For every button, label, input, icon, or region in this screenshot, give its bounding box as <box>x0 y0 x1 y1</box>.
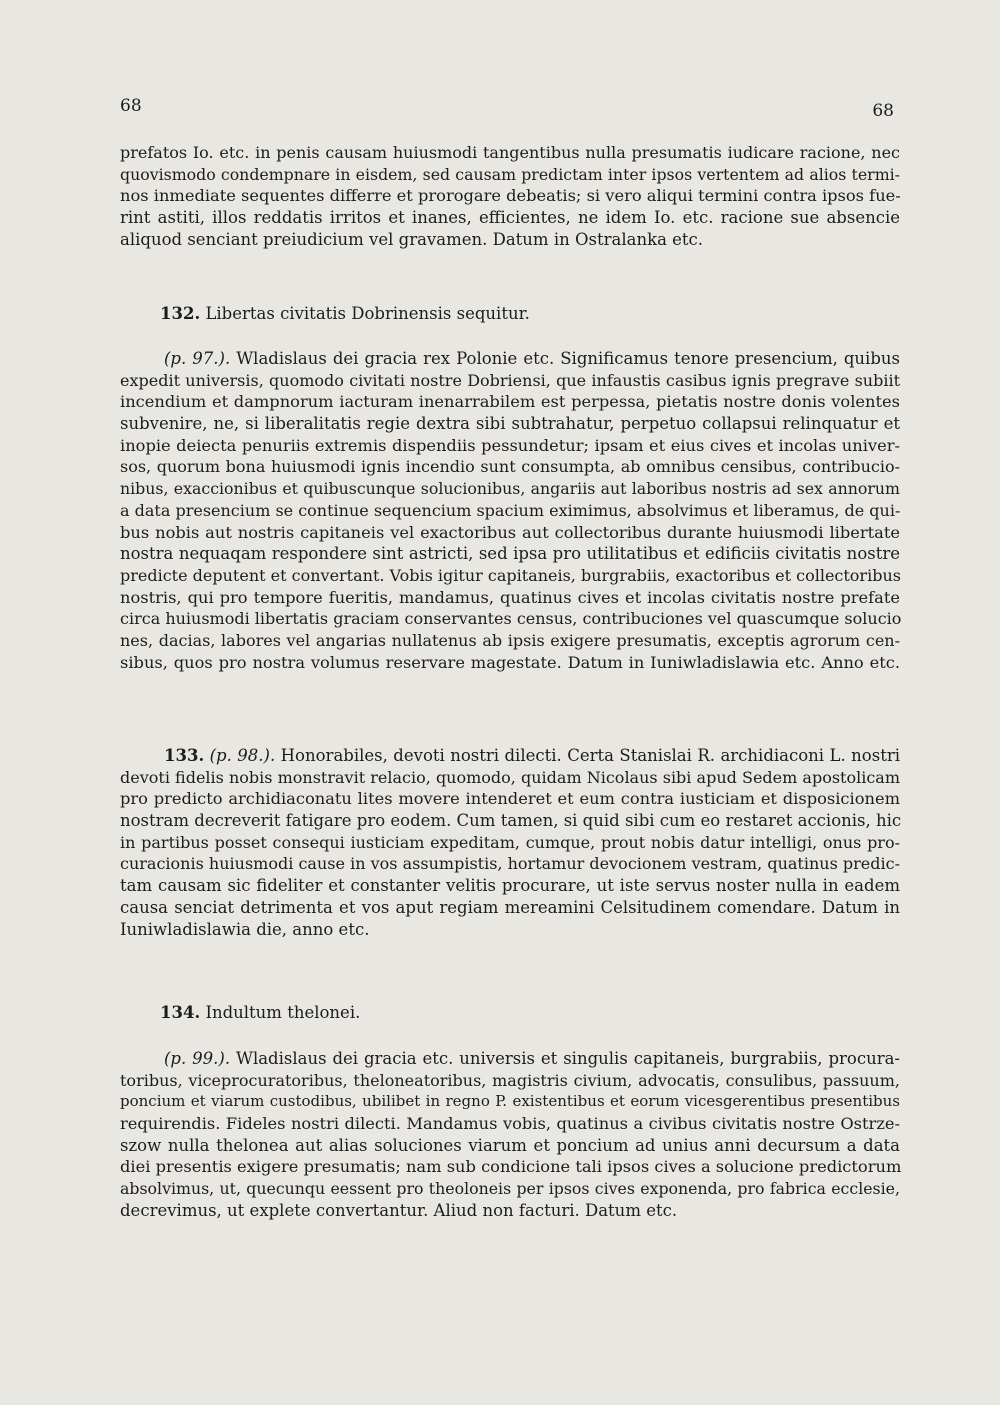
text-line: incendium et dampnorum iacturam inenarrabilem est perpessa, pietatis nostre donis volentes <box>120 392 900 412</box>
text-line: requirendis. Fideles nostri dilecti. Mandamus vobis, quatinus a civibus civitatis nostre Ostrze- <box>120 1114 900 1134</box>
text-line: nes, dacias, labores vel angarias nullatenus ab ipsis exigere presumatis, exceptis agrorum cen- <box>120 630 900 650</box>
text-line: nos inmediate sequentes differre et prorogare debeatis; si vero aliqui termini contra ipsos fue- <box>120 186 901 206</box>
text-line: quovismodo condempnare in eisdem, sed causam predictam inter ipsos vertentem ad alios termi- <box>120 164 900 184</box>
document-132-body <box>120 348 900 673</box>
text-line: expedit universis, quomodo civitati nostre Dobriensi, que infaustis casibus ignis pregrave subiit <box>120 370 900 390</box>
text-line: nibus, exaccionibus et quibuscunque solucionibus, angariis aut laboribus nostris ad sex annorum <box>120 479 900 499</box>
text-line: (p. 97.). Wladislaus dei gracia rex Polonie etc. Significamus tenore presencium, quibus <box>164 349 900 368</box>
section-heading-132 <box>160 304 530 323</box>
page-reference: (p. 99.). <box>164 1049 231 1068</box>
section-number: 132. <box>160 304 201 323</box>
page-number-right: 68 <box>872 101 894 121</box>
text-line: sibus, quos pro nostra volumus reservare magestate. Datum in Iuniwladislawia etc. Anno etc. <box>120 652 900 672</box>
text-line: tam causam sic fideliter et constanter velitis procurare, ut iste servus noster nulla in eadem <box>120 876 900 896</box>
text-line: nostra nequaqam respondere sint astricti, sed ipsa pro utilitatibus et edificiis civitatis nostre <box>120 544 900 564</box>
text-line: aliquod senciant preiudicium vel gravamen. Datum in Ostralanka etc. <box>120 229 704 249</box>
section-title: Indultum thelonei. <box>205 1003 361 1022</box>
section-number: 133. <box>164 746 205 765</box>
text-line: bus nobis aut nostris capitaneis vel exactoribus aut collectoribus durante huiusmodi libertate <box>120 522 900 542</box>
text-line: predicte deputent et convertant. Vobis igitur capitaneis, burgrabiis, exactoribus et collectoribus <box>120 565 901 585</box>
text-line: Iuniwladislawia die, anno etc. <box>120 919 370 939</box>
text-line: poncium et viarum custodibus, ubilibet in regno P. existentibus et eorum vicesgerentibus presentibus <box>120 1092 900 1111</box>
text-line: devoti fidelis nobis monstravit relacio, quomodo, quidam Nicolaus sibi apud Sedem apostolicam <box>120 767 900 787</box>
section-title: Libertas civitatis Dobrinensis sequitur. <box>205 304 530 323</box>
text-line: szow nulla thelonea aut alias soluciones viarum et poncium ad unius anni decursum a data <box>120 1135 900 1155</box>
text-line: nostris, qui pro tempore fueritis, mandamus, quatinus cives et incolas civitatis nostre prefate <box>120 587 900 607</box>
paragraph-continuation <box>120 142 900 250</box>
text-line: in partibus posset consequi iusticiam expeditam, cumque, prout nobis datur intelligi, onus pro- <box>120 832 900 852</box>
text-line: toribus, viceprocuratoribus, theloneatoribus, magistris civium, advocatis, consulibus, passuum, <box>120 1070 900 1090</box>
text-line: prefatos Io. etc. in penis causam huiusmodi tangentibus nulla presumatis iudicare racione, nec <box>120 143 900 162</box>
text-line: inopie deiecta penuriis extremis dispendiis pessundetur; ipsam et eius cives et incolas univer- <box>120 435 900 455</box>
text-line: subvenire, ne, si liberalitatis regie dextra sibi subtrahatur, perpetuo collapsui relinquatur et <box>120 414 900 434</box>
text-line: (p. 99.). Wladislaus dei gracia etc. universis et singulis capitaneis, burgrabiis, procura- <box>164 1049 901 1068</box>
section-number: 134. <box>160 1003 201 1022</box>
page-number-left: 68 <box>120 96 142 116</box>
text-line: decrevimus, ut explete convertantur. Aliud non facturi. Datum etc. <box>120 1200 678 1220</box>
text-line: absolvimus, ut, quecunqu eessent pro theoloneis per ipsos cives exponenda, pro fabrica ecclesie, <box>120 1179 900 1199</box>
text-line: diei presentis exigere presumatis; nam sub condicione tali ipsos cives a solucione predictorum <box>120 1157 902 1177</box>
page-reference: (p. 98.). <box>209 746 276 765</box>
text-line: sos, quorum bona huiusmodi ignis incendio sunt consumpta, ab omnibus censibus, contribucio- <box>120 457 900 477</box>
document-133-body <box>120 745 900 940</box>
text-line: pro predicto archidiaconatu lites movere intenderet et eum contra iusticiam et disposicionem <box>120 789 900 809</box>
text-line: causa senciat detrimenta et vos aput regiam mereamini Celsitudinem comendare. Datum in <box>120 897 900 917</box>
document-134-body <box>120 1048 900 1222</box>
text-line: curacionis huiusmodi cause in vos assumpistis, hortamur devocionem vestram, quatinus predic- <box>120 854 900 874</box>
text-line: a data presencium se continue sequencium spacium eximimus, absolvimus et liberamus, de qui- <box>120 500 901 520</box>
section-heading-134 <box>160 1003 360 1022</box>
text-line: rint astiti, illos reddatis irritos et inanes, efficientes, ne idem Io. etc. racione sue absencie <box>120 208 900 228</box>
text-line: nostram decreverit fatigare pro eodem. Cum tamen, si quid sibi cum eo restaret accionis, hic <box>120 811 902 831</box>
text-line: circa huiusmodi libertatis graciam conservantes census, contribuciones vel quascumque solucio <box>120 609 902 629</box>
text-line: 133. (p. 98.). Honorabiles, devoti nostri dilecti. Certa Stanislai R. archidiaconi L. nostri <box>164 746 900 765</box>
page-reference: (p. 97.). <box>164 349 231 368</box>
